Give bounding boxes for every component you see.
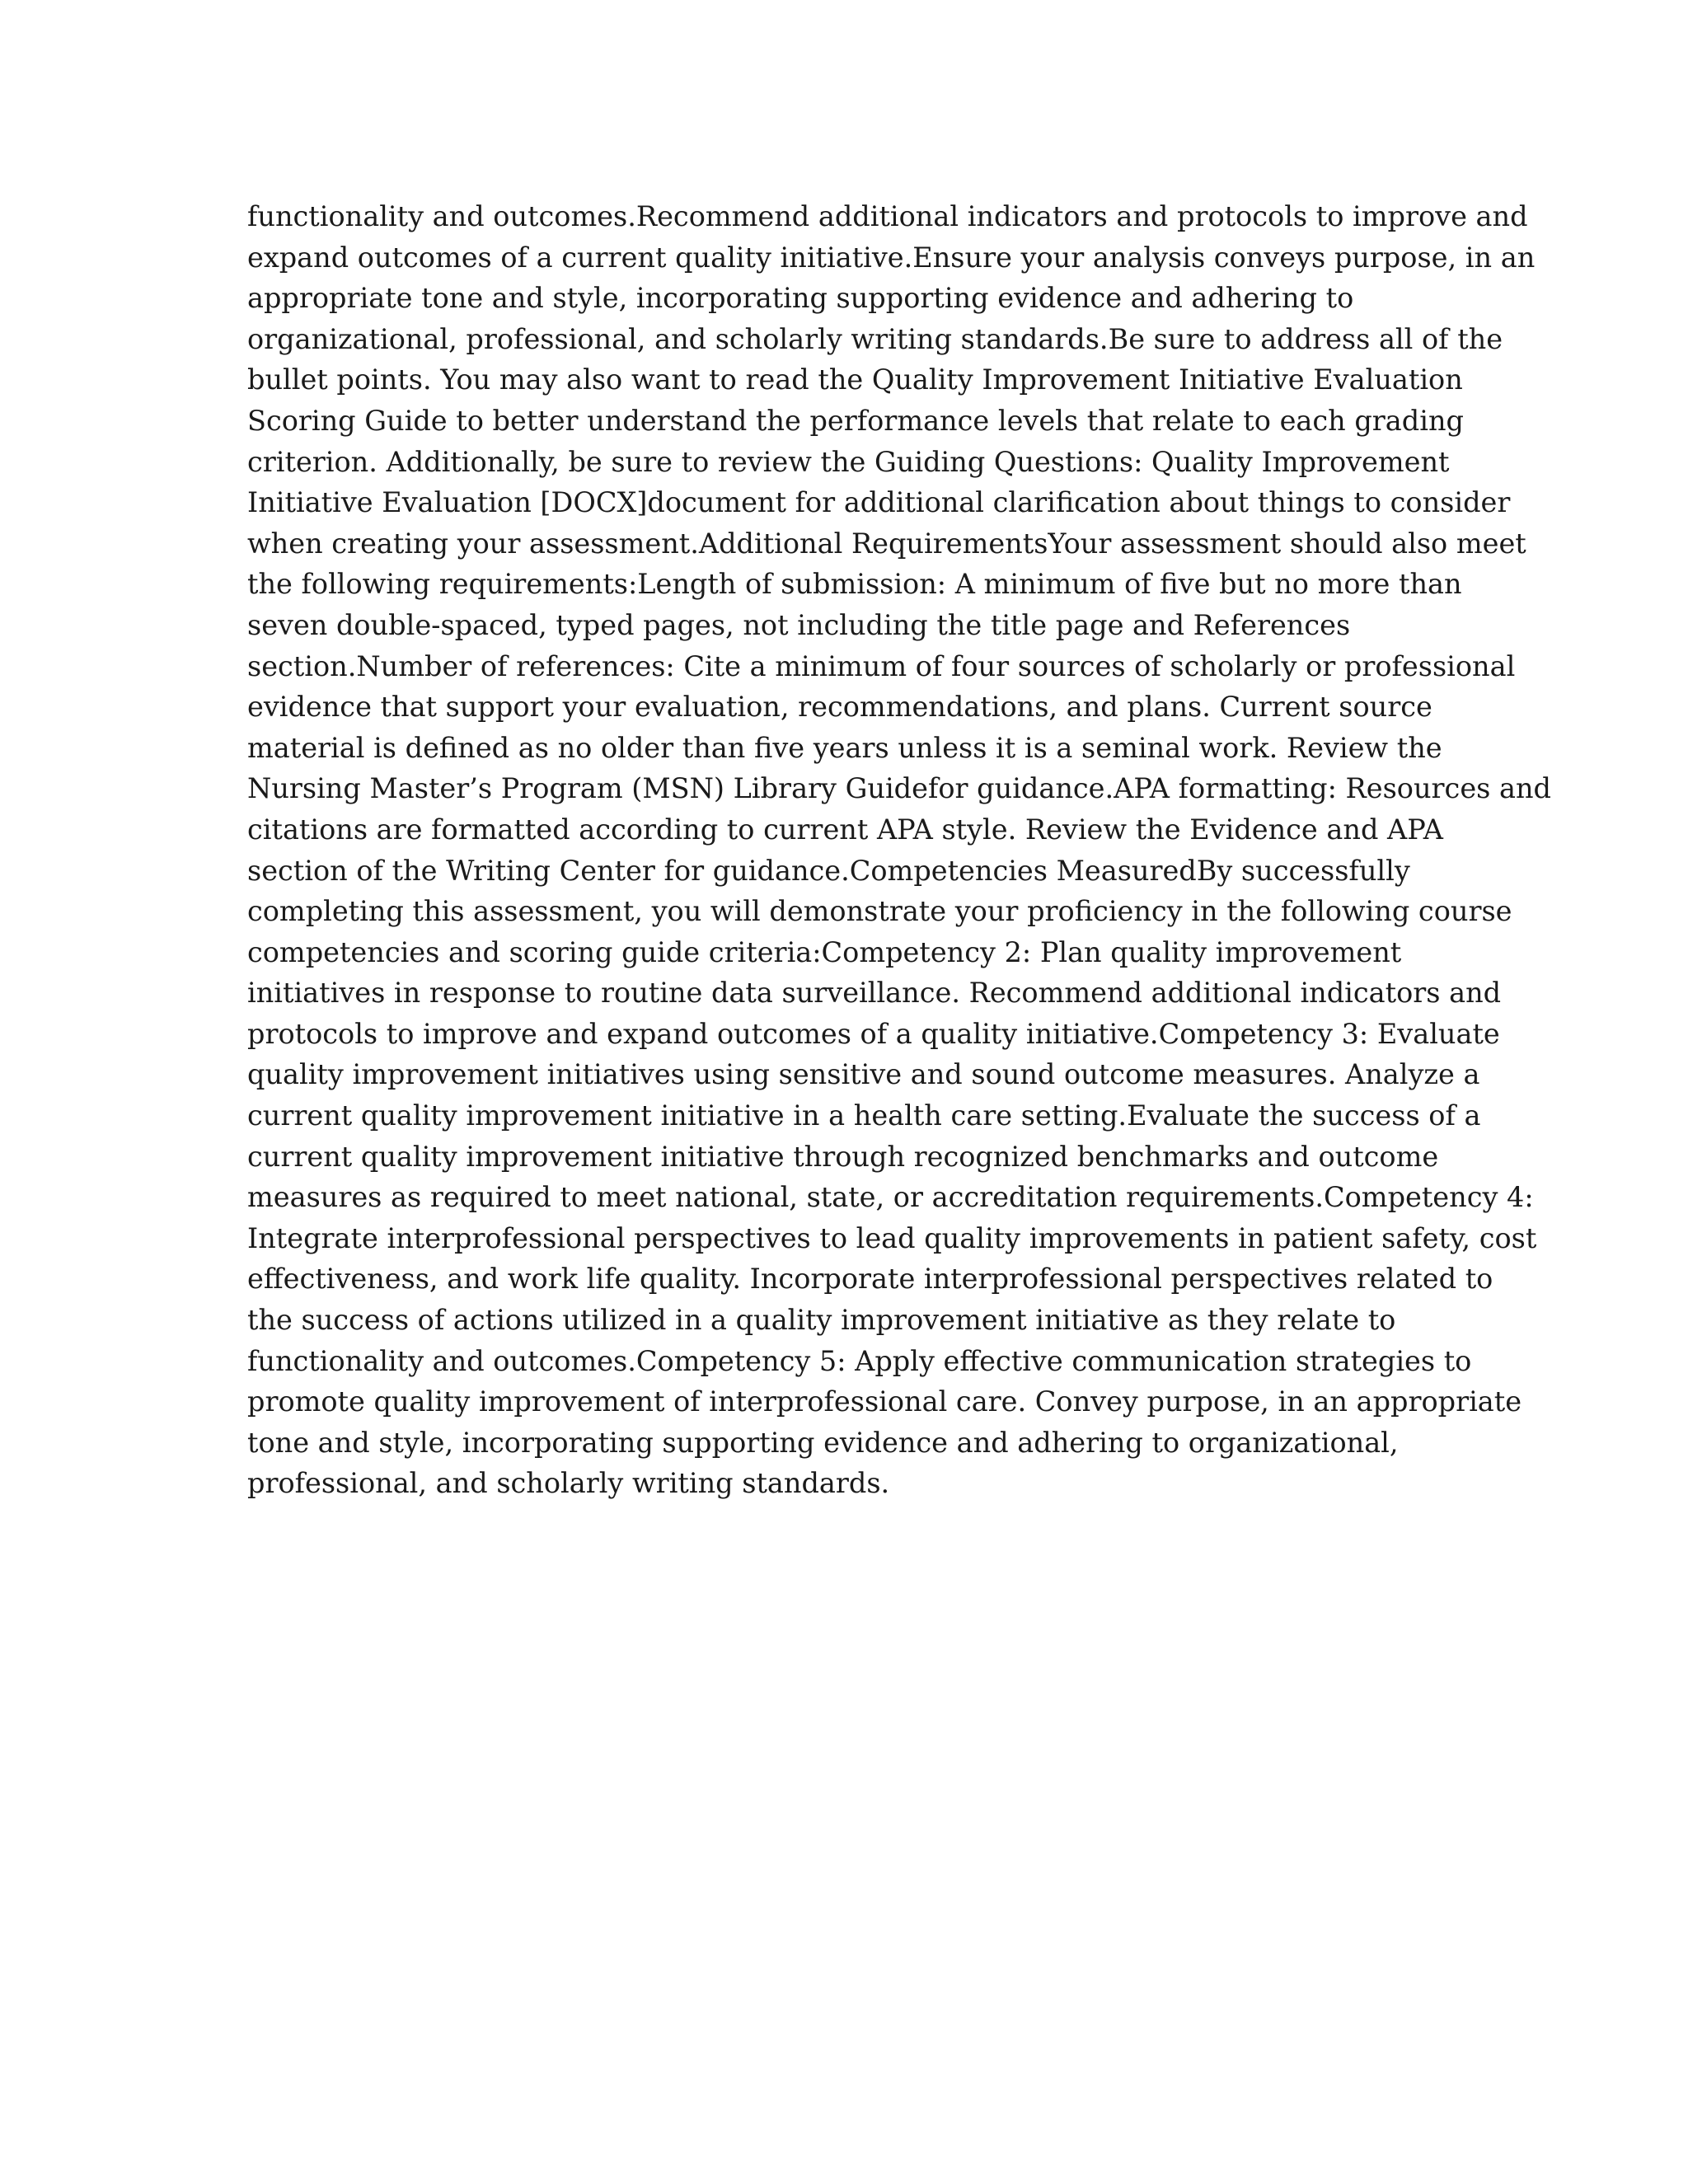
- text-line: material is defined as no older than five years unless it is a seminal work. Review the: [247, 731, 1442, 764]
- text-line: the following requirements:Length of submission: A minimum of five but no more than: [247, 568, 1462, 601]
- text-line: Scoring Guide to better understand the performance levels that relate to each grading: [247, 404, 1464, 437]
- text-line: citations are formatted according to current APA style. Review the Evidence and APA: [247, 813, 1443, 846]
- text-line: quality improvement initiatives using sensitive and sound outcome measures. Analyze a: [247, 1058, 1480, 1091]
- text-line: appropriate tone and style, incorporating supporting evidence and adhering to: [247, 282, 1354, 315]
- text-line: Integrate interprofessional perspectives to lead quality improvements in patient safety, cost: [247, 1221, 1537, 1254]
- text-line: functionality and outcomes.Recommend additional indicators and protocols to improve and: [247, 200, 1528, 232]
- text-line: current quality improvement initiative in a health care setting.Evaluate the success of a: [247, 1099, 1481, 1132]
- text-line: tone and style, incorporating supporting evidence and adhering to organizational,: [247, 1426, 1399, 1459]
- text-line: section.Number of references: Cite a minimum of four sources of scholarly or professional: [247, 649, 1516, 682]
- text-line: completing this assessment, you will demonstrate your proficiency in the following course: [247, 895, 1512, 928]
- text-line: effectiveness, and work life quality. Incorporate interprofessional perspectives related to: [247, 1263, 1493, 1296]
- text-line: Nursing Master’s Program (MSN) Library Guidefor guidance.APA formatting: Resources and: [247, 772, 1551, 805]
- text-line: seven double-spaced, typed pages, not including the title page and References: [247, 608, 1351, 641]
- text-line: protocols to improve and expand outcomes of a quality initiative.Competency 3: Evaluate: [247, 1017, 1500, 1050]
- text-line: competencies and scoring guide criteria:Competency 2: Plan quality improvement: [247, 935, 1402, 968]
- text-line: initiatives in response to routine data surveillance. Recommend additional indicators and: [247, 977, 1502, 1010]
- text-line: the success of actions utilized in a quality improvement initiative as they relate to: [247, 1304, 1396, 1337]
- text-line: professional, and scholarly writing standards.: [247, 1467, 890, 1500]
- text-line: current quality improvement initiative through recognized benchmarks and outcome: [247, 1140, 1439, 1173]
- text-line: expand outcomes of a current quality initiative.Ensure your analysis conveys purpose, in an: [247, 241, 1536, 274]
- text-line: measures as required to meet national, state, or accreditation requirements.Competency 4:: [247, 1181, 1534, 1214]
- body-text: [247, 196, 1551, 1504]
- text-line: evidence that support your evaluation, recommendations, and plans. Current source: [247, 691, 1432, 724]
- text-line: when creating your assessment.Additional RequirementsYour assessment should also meet: [247, 527, 1526, 560]
- text-line: criterion. Additionally, be sure to review the Guiding Questions: Quality Improvement: [247, 445, 1450, 478]
- text-line: promote quality improvement of interprofessional care. Convey purpose, in an appropriate: [247, 1385, 1522, 1418]
- text-line: Initiative Evaluation [DOCX]document for additional clarification about things to consider: [247, 486, 1511, 519]
- text-line: functionality and outcomes.Competency 5: Apply effective communication strategies to: [247, 1344, 1472, 1377]
- text-line: organizational, professional, and scholarly writing standards.Be sure to address all of the: [247, 322, 1503, 355]
- text-line: section of the Writing Center for guidance.Competencies MeasuredBy successfully: [247, 854, 1410, 887]
- text-line: bullet points. You may also want to read the Quality Improvement Initiative Evaluation: [247, 363, 1463, 396]
